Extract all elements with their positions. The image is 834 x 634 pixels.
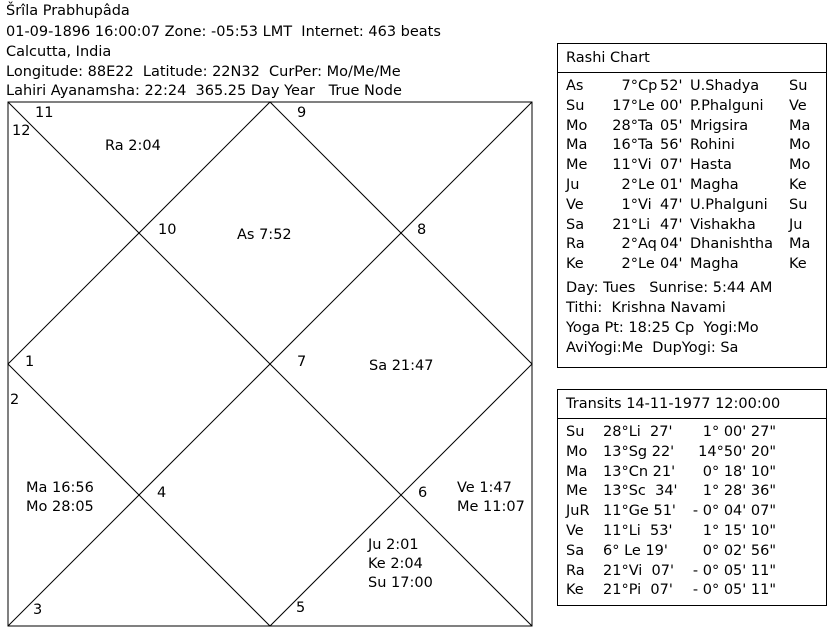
yoga-info: Yoga Pt: 18:25 Cp Yogi:Mo (566, 320, 759, 336)
rashi-min: 47' (660, 196, 683, 213)
rashi-deg: 17° (612, 97, 638, 114)
native-name: Šrîla Prabhupâda (6, 3, 130, 19)
rashi-planet: Me (566, 157, 588, 174)
planet-label: Sa 21:47 (369, 358, 434, 374)
rashi-sign: Aq (638, 236, 657, 253)
rashi-sign: Le (638, 256, 655, 273)
rashi-lord: Ke (789, 256, 807, 273)
rashi-deg: 2° (621, 236, 638, 253)
rashi-nak: Magha (690, 256, 739, 273)
avi-yogi-info: AviYogi:Me DupYogi: Sa (566, 340, 739, 356)
transit-pos: 21°Pi 07' (603, 582, 673, 599)
rashi-planet: Sa (566, 216, 585, 233)
rashi-min: 52' (660, 78, 683, 94)
day-sunrise-info: Day: Tues Sunrise: 5:44 AM (566, 280, 773, 296)
rashi-lord: Mo (789, 137, 811, 154)
transit-speed: - 0° 04' 07" (692, 503, 776, 520)
planet-label: Su 17:00 (368, 575, 433, 591)
rashi-panel-title: Rashi Chart (558, 44, 826, 73)
planet-label: Ju 2:01 (368, 537, 419, 553)
rashi-deg: 21° (612, 216, 638, 233)
rashi-nak: P.Phalguni (690, 97, 764, 114)
rashi-nak: Dhanishtha (690, 236, 773, 253)
transits-panel-title: Transits 14-11-1977 12:00:00 (558, 390, 826, 419)
transit-pos: 11°Li 53' (603, 523, 673, 539)
house-number-7: 7 (297, 354, 307, 370)
transit-speed: 1° 00' 27" (702, 424, 776, 440)
transit-planet: Ra (566, 562, 585, 579)
rashi-nak: Vishakha (690, 216, 756, 233)
rashi-planet: As (566, 78, 584, 94)
rashi-lord: Ma (789, 117, 811, 134)
house-number-10: 10 (158, 222, 177, 238)
transit-pos: 13°Sc 34' (603, 483, 678, 500)
rashi-lord: Ma (789, 236, 811, 253)
planet-label: Ke 2:04 (368, 556, 423, 572)
coordinates-line: Longitude: 88E22 Latitude: 22N32 CurPer: Mo/Me/Me (6, 64, 401, 80)
planet-label: Ve 1:47 (457, 480, 512, 496)
rashi-nak: Mrigsira (690, 117, 749, 134)
rashi-min: 07' (660, 157, 683, 174)
house-number-12: 12 (12, 123, 31, 139)
transit-speed: 1° 28' 36" (702, 483, 776, 500)
rashi-sign: Ta (638, 137, 654, 154)
rashi-nak: U.Phalguni (690, 196, 768, 213)
rashi-sign: Cp (638, 78, 658, 94)
transit-planet: Ke (566, 582, 584, 599)
transit-pos: 28°Li 27' (603, 424, 673, 440)
rashi-lord: Ju (789, 216, 803, 233)
rashi-sign: Ta (638, 117, 654, 134)
transit-pos: 11°Ge 51' (603, 503, 676, 520)
rashi-nak: Magha (690, 177, 739, 193)
house-number-2: 2 (10, 392, 20, 408)
planet-label: Ma 16:56 (26, 480, 94, 496)
transit-planet: Sa (566, 542, 585, 559)
rashi-sign: Vi (638, 196, 652, 213)
transit-speed: 14°50' 20" (698, 443, 776, 460)
rashi-sign: Le (638, 97, 655, 114)
rashi-planet: Ra (566, 236, 585, 253)
rashi-planet: Ve (566, 196, 584, 213)
rashi-sign: Vi (638, 157, 652, 174)
planet-label: Mo 28:05 (26, 499, 94, 515)
transits-panel (557, 389, 827, 606)
rashi-chart-panel (557, 43, 827, 368)
transit-speed: - 0° 05' 11" (692, 582, 776, 599)
rashi-planet: Su (566, 97, 585, 114)
house-number-5: 5 (296, 600, 306, 616)
transit-speed: - 0° 05' 11" (692, 562, 776, 579)
rashi-nak: U.Shadya (690, 78, 760, 94)
house-number-1: 1 (25, 354, 35, 370)
rashi-lord: Mo (789, 157, 811, 174)
rashi-deg: 11° (612, 157, 638, 174)
rashi-planet: Ma (566, 137, 588, 154)
transit-planet: Ma (566, 463, 588, 480)
tithi-info: Tithi: Krishna Navami (566, 300, 726, 316)
rashi-sign: Li (638, 216, 651, 233)
transit-planet: Mo (566, 443, 588, 460)
transit-pos: 13°Sg 22' (603, 443, 675, 460)
rashi-planet: Ju (566, 177, 580, 193)
rashi-deg: 1° (621, 196, 638, 213)
rashi-lord: Ke (789, 177, 807, 193)
rashi-min: 01' (660, 177, 683, 193)
rashi-lord: Su (789, 78, 808, 94)
transit-speed: 0° 18' 10" (702, 463, 776, 480)
planet-label: Ra 2:04 (105, 138, 161, 154)
transit-planet: Su (566, 424, 585, 440)
transit-planet: JuR (566, 503, 590, 520)
rashi-min: 00' (660, 97, 683, 114)
rashi-nak: Rohini (690, 137, 735, 154)
planet-label: Me 11:07 (457, 499, 525, 515)
rashi-deg: 7° (621, 78, 638, 94)
house-number-4: 4 (157, 485, 167, 501)
rashi-sign: Le (638, 177, 655, 193)
transit-speed: 0° 02' 56" (702, 542, 776, 559)
rashi-lord: Su (789, 196, 808, 213)
transit-pos: 13°Cn 21' (603, 463, 676, 480)
rashi-min: 56' (660, 137, 683, 154)
birth-place: Calcutta, India (6, 44, 112, 60)
rashi-deg: 28° (612, 117, 638, 134)
transit-speed: 1° 15' 10" (702, 523, 776, 539)
birth-datetime-line: 01-09-1896 16:00:07 Zone: -05:53 LMT Internet: 463 beats (6, 24, 441, 40)
transit-planet: Ve (566, 523, 584, 539)
rashi-planet: Mo (566, 117, 588, 134)
planet-label: As 7:52 (237, 227, 292, 243)
rashi-deg: 2° (621, 256, 638, 273)
rashi-min: 04' (660, 256, 683, 273)
transit-pos: 6° Le 19' (603, 542, 668, 559)
transit-planet: Me (566, 483, 588, 500)
rashi-deg: 16° (612, 137, 638, 154)
house-number-9: 9 (297, 105, 307, 121)
rashi-planet: Ke (566, 256, 584, 273)
rashi-min: 04' (660, 236, 683, 253)
rashi-min: 47' (660, 216, 683, 233)
house-number-6: 6 (418, 485, 428, 501)
ayanamsha-line: Lahiri Ayanamsha: 22:24 365.25 Day Year True Node (6, 83, 402, 99)
rashi-deg: 2° (621, 177, 638, 193)
transit-pos: 21°Vi 07' (603, 562, 674, 579)
rashi-nak: Hasta (690, 157, 732, 174)
rashi-min: 05' (660, 117, 683, 134)
rashi-lord: Ve (789, 97, 807, 114)
house-number-8: 8 (417, 222, 427, 238)
house-number-3: 3 (33, 602, 43, 618)
house-number-11: 11 (35, 105, 54, 121)
